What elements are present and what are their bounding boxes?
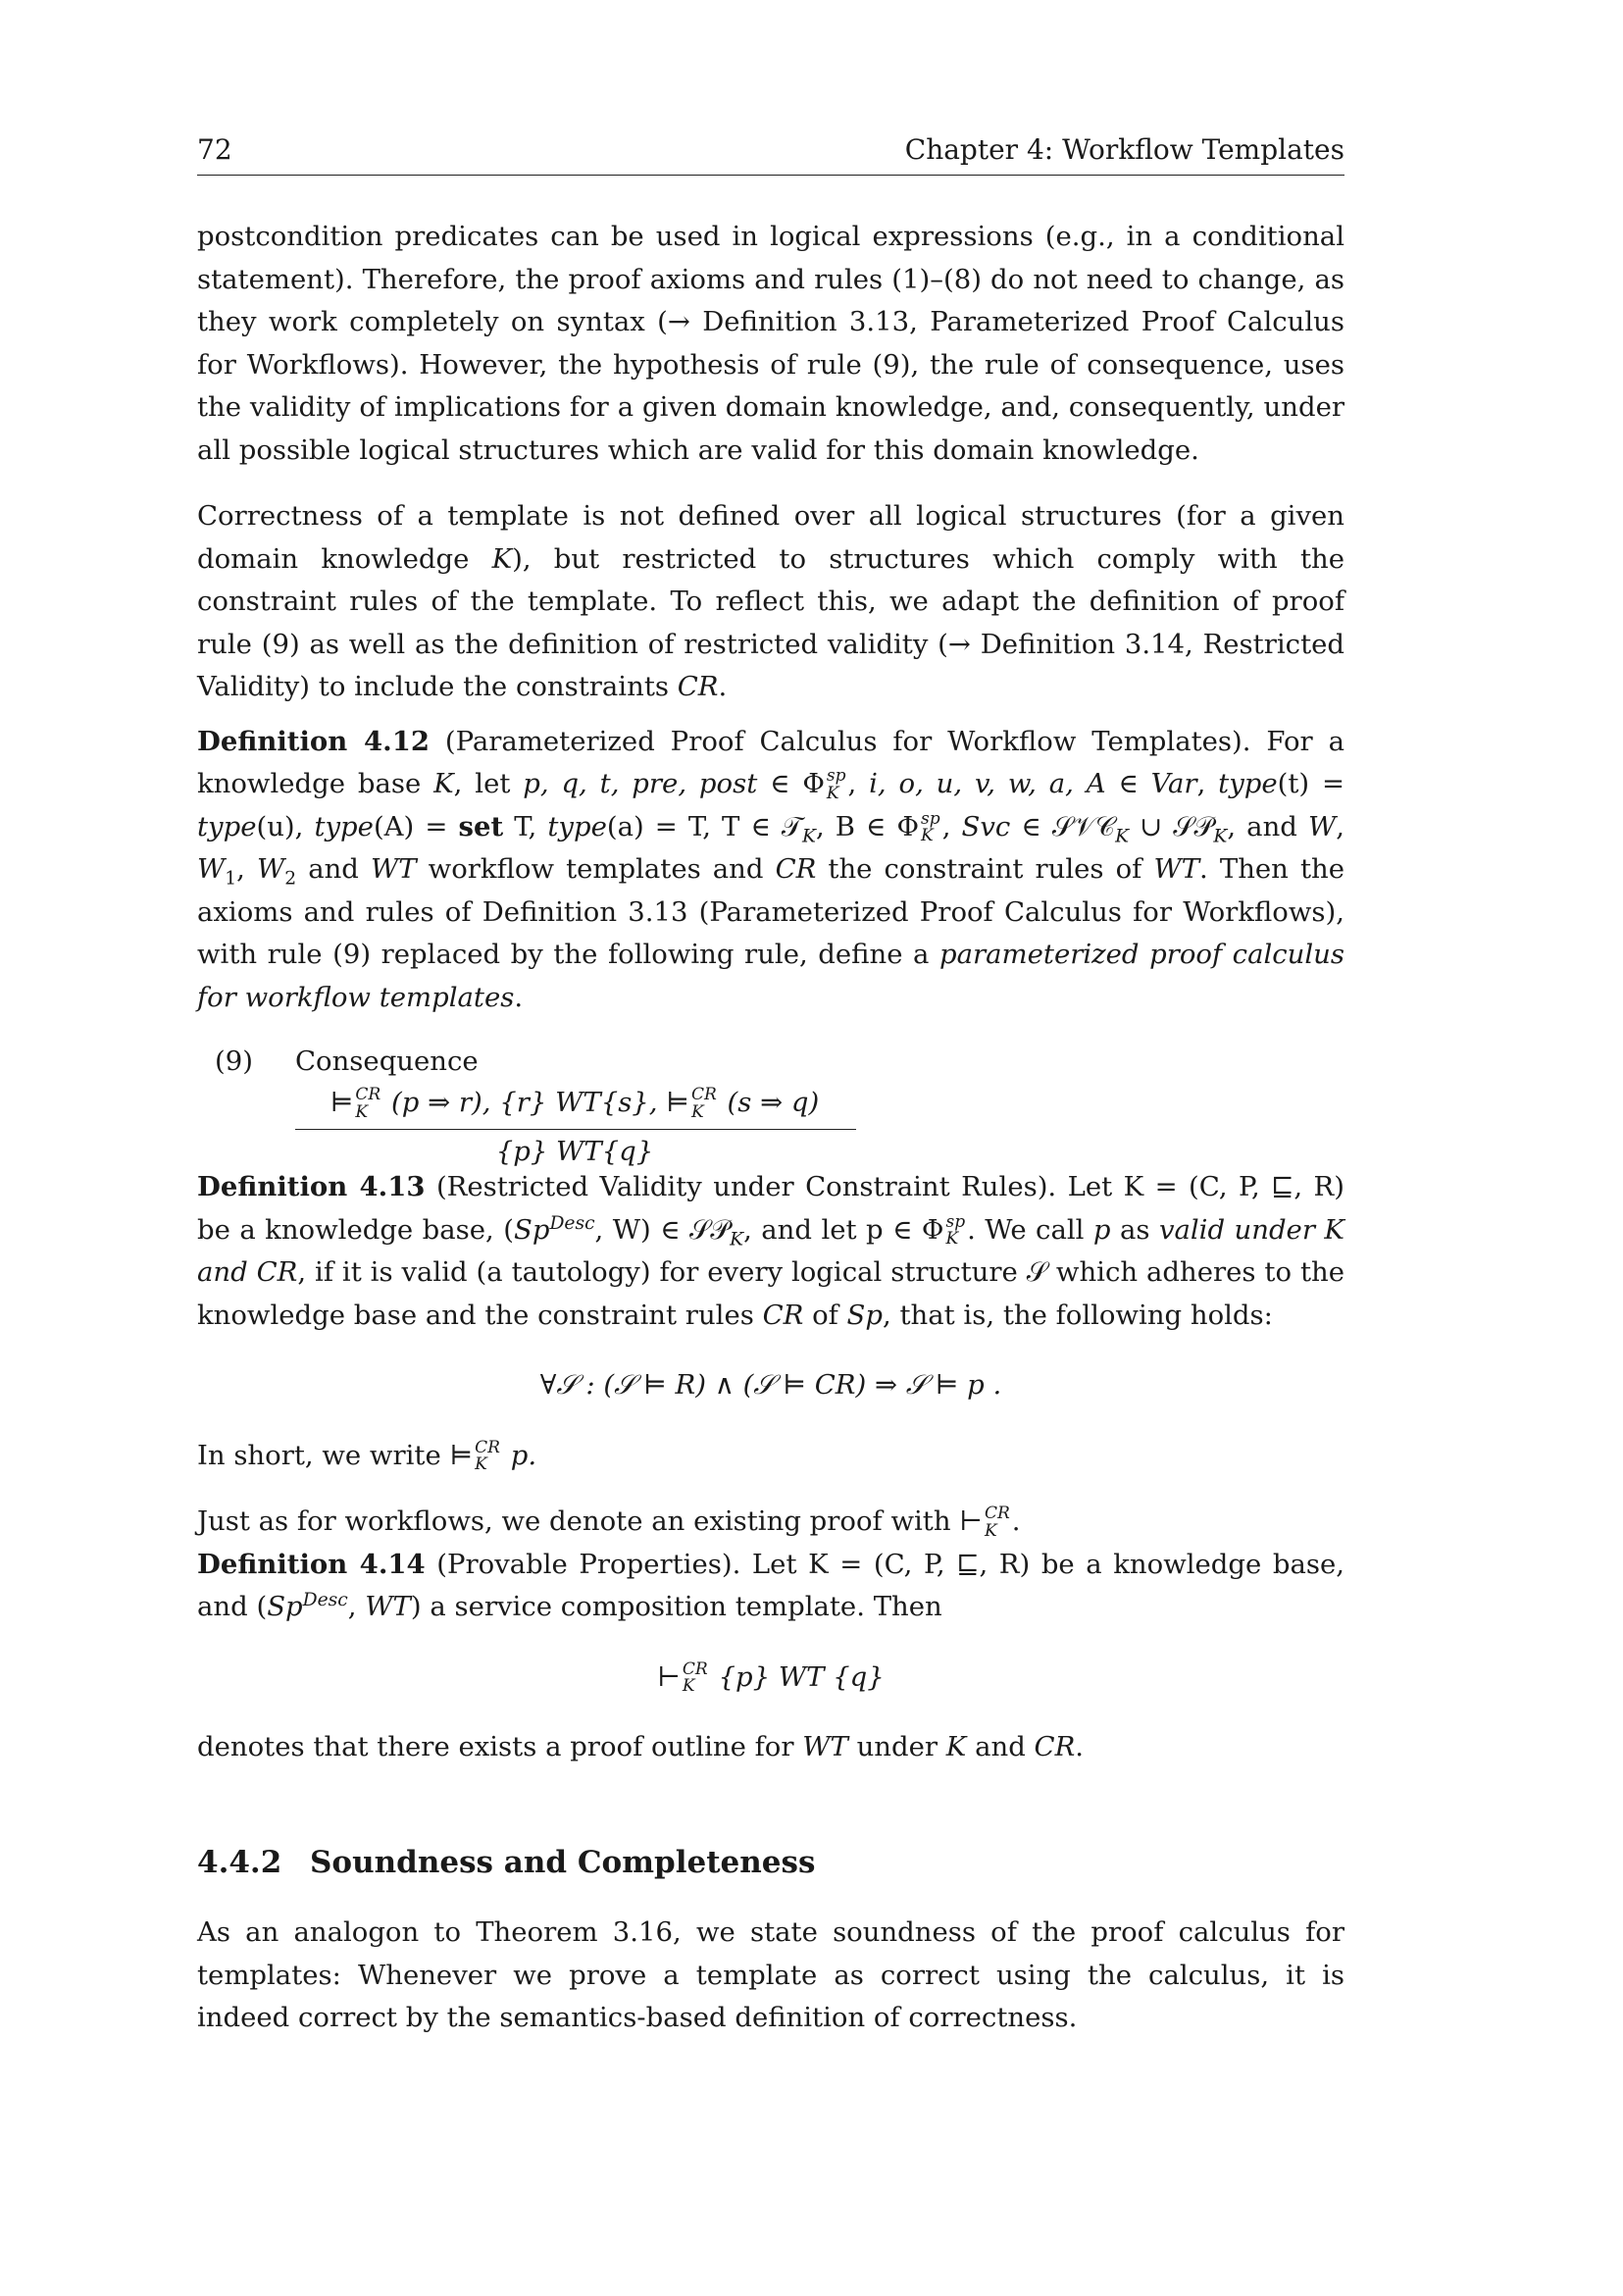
display-formula-validity: ∀𝒮 : (𝒮 ⊨ R) ∧ (𝒮 ⊨ CR) ⇒ 𝒮 ⊨ p . (539, 1369, 1002, 1401)
sub: K (355, 1101, 369, 1122)
text-run: of (803, 1299, 847, 1331)
paragraph-soundness: As an analogon to Theorem 3.16, we state soundness of the proof calculus for templates: Whenever we prove a template as correct using the calculus, it is indeed correct by the semantics-based definition of correctness. (197, 1916, 1344, 2033)
text-run: Let K = (C, P, ⊑, R) be a knowledge base, ( (197, 1171, 1344, 1246)
math-supsub (921, 808, 940, 845)
math: ⊨ (330, 1087, 354, 1118)
definition-label: Definition 4.14 (197, 1548, 426, 1580)
math: ∈ Φ (757, 768, 825, 799)
text-run: ∈ (1105, 768, 1151, 799)
math: (t) = (1277, 768, 1345, 799)
definition-label: Definition 4.13 (197, 1171, 426, 1202)
math: , and let p ∈ Φ (743, 1213, 944, 1246)
math: T, (503, 810, 548, 842)
math: {p} WT {q} (709, 1660, 885, 1693)
text-run: the constraint rules of (816, 853, 1154, 885)
rule-premise (295, 1082, 854, 1125)
sub: K (984, 1520, 997, 1541)
paragraph-in-short (197, 1435, 1344, 1478)
sup: Desc (302, 1589, 348, 1610)
paragraph-correctness (197, 495, 1344, 709)
rule-9-consequence (197, 1041, 1344, 1166)
rule-name: Consequence (295, 1046, 479, 1077)
math: i, o, u, v, w, a, A (869, 768, 1106, 799)
text-run: In short, we write ⊨ (197, 1439, 474, 1471)
math-supsub (682, 1658, 708, 1696)
sup: sp (945, 1211, 966, 1232)
math: WT (1153, 853, 1200, 885)
inference-line (295, 1129, 856, 1130)
definition-label: Definition 4.12 (197, 725, 430, 757)
sup: CR (682, 1658, 708, 1679)
math-supsub (827, 768, 846, 801)
section-title: Soundness and Completeness (310, 1844, 816, 1880)
text-run: ), but restricted to structures which comply with the constraint rules of the template. To reflect this, we adapt the definition of proof rule (9) as well as the definition of restricted validity (→ Definition 3.14, Restricted Validity) to include the constraints (197, 542, 1344, 702)
text-run: , let (453, 768, 524, 799)
math: W (256, 853, 285, 885)
definition-title: (Provable Properties). (436, 1548, 741, 1580)
text-run: , (236, 853, 257, 885)
text-run: denotes that there exists a proof outline for (197, 1731, 803, 1762)
math: p, q, t, pre, post (523, 768, 758, 799)
text-run: . (718, 671, 728, 702)
math: p (1092, 1213, 1111, 1246)
math-supsub (945, 1211, 966, 1249)
text-run: . Then the axioms and rules of Definition 3.13 (Parameterized Proof Calculus for Workflows), with rule (9) replaced by the following rule, define a (197, 853, 1345, 970)
text-run: Let K = (C, P, ⊑, R) be a knowledge base, and ( (197, 1548, 1344, 1622)
sub: 2 (284, 868, 297, 890)
math: W (1307, 810, 1337, 842)
sup: CR (984, 1504, 1010, 1524)
text-run: , (1196, 768, 1219, 799)
text-run: , (847, 768, 870, 799)
sub: K (1213, 826, 1228, 846)
text-run: , that is, the following holds: (883, 1299, 1273, 1331)
sup: Desc (549, 1212, 595, 1234)
math: type (197, 810, 257, 842)
sub: K (801, 826, 816, 846)
text-run: under (847, 1731, 946, 1762)
math-set: set (458, 810, 504, 842)
text-run: Just as for workflows, we denote an existing proof with ⊢ (197, 1505, 983, 1537)
text-run: . We call (967, 1213, 1093, 1246)
math-supsub (985, 1505, 1010, 1539)
math: type (314, 810, 374, 842)
paragraph-postcondition: postcondition predicates can be used in logical expressions (e.g., in a conditional statement). Therefore, the proof axioms and rules (1)–(8) do not need to change, as they work completely on syntax (→ Definition 3.13, Parameterized Proof Calculus for Workflows). However, the hypothesis of rule (9), the rule of consequence, uses the validity of implications for a given domain knowledge, and, consequently, under all possible logical structures which are valid for this domain knowledge. (197, 221, 1344, 466)
math: Var (1150, 768, 1197, 799)
defined-term: parameterized proof calculus for workflow templates (197, 939, 1344, 1013)
text-run: workflow templates and (416, 853, 776, 885)
definition-4-13 (197, 1166, 1344, 1337)
sub: K (690, 1101, 704, 1122)
math: type (547, 810, 607, 842)
text-run: , if it is valid (a tautology) for every logical structure 𝒮 which adheres to the knowledge base and the constraint rules (197, 1256, 1344, 1331)
math-cr: CR (677, 671, 719, 702)
sub: K (1115, 826, 1130, 846)
definition-title: (Parameterized Proof Calculus for Workflow Templates). (444, 725, 1251, 757)
math: Sp (267, 1591, 303, 1622)
sup: CR (355, 1085, 381, 1105)
text-run: , (941, 810, 962, 842)
math: Sp (513, 1213, 550, 1246)
math: WT (365, 1591, 411, 1622)
math: type (1218, 768, 1278, 799)
math: Svc (961, 810, 1011, 842)
math: WT (370, 853, 417, 885)
math: (u), (256, 810, 315, 842)
math: ∪ 𝒮𝒫 (1129, 810, 1214, 842)
sup: sp (826, 766, 846, 787)
math: CR (762, 1299, 804, 1331)
math: K (945, 1731, 967, 1762)
text-run: and (966, 1731, 1035, 1762)
rule-conclusion: {p} WT{q} (495, 1136, 654, 1167)
math: ∈ 𝒮𝒱𝒞 (1010, 810, 1116, 842)
math: ⊢ (657, 1660, 681, 1693)
math-supsub (691, 1087, 717, 1120)
sub: K (730, 1229, 744, 1250)
sub: K (682, 1676, 695, 1696)
sub: K (945, 1229, 959, 1249)
page-body (197, 216, 1344, 2040)
page-header (197, 133, 1344, 176)
section-heading (197, 1842, 1344, 1885)
sub: K (826, 783, 839, 803)
math: K (433, 768, 454, 799)
math: p. (501, 1439, 537, 1471)
math: W (197, 853, 226, 885)
display-formula-provable (197, 1657, 1344, 1700)
math: Sp (846, 1299, 883, 1331)
math: (s ⇒ q) (718, 1087, 820, 1118)
math: , W) ∈ 𝒮𝒫 (594, 1213, 731, 1246)
text-run: ) a service composition template. Then (410, 1591, 942, 1622)
paragraph-proof-outline (197, 1726, 1344, 1769)
paragraph-just-as (197, 1501, 1344, 1544)
math-supsub (355, 1087, 380, 1120)
sup: CR (475, 1437, 500, 1457)
math: (p ⇒ r), {r} WT{s}, ⊨ (382, 1087, 689, 1118)
text-run: , (1336, 810, 1344, 842)
definition-4-14 (197, 1544, 1344, 1629)
text-run: . (1011, 1505, 1021, 1537)
page-number: 72 (197, 133, 232, 166)
math-k: K (491, 542, 513, 575)
text-run: For a knowledge base (197, 725, 1344, 799)
text-run: . (1075, 1731, 1085, 1762)
definition-title: (Restricted Validity under Constraint Rules). (435, 1171, 1057, 1202)
math: WT (802, 1731, 848, 1762)
text-run: , (347, 1591, 366, 1622)
section-number: 4.4.2 (197, 1844, 282, 1880)
math: (a) = T, T ∈ 𝒯 (606, 810, 802, 842)
sup: sp (921, 808, 940, 829)
sub: K (475, 1454, 487, 1474)
math: CR (1034, 1731, 1076, 1762)
sub: K (921, 826, 934, 845)
text-run: . (514, 981, 524, 1013)
math: CR (775, 853, 817, 885)
text-run: as (1110, 1213, 1159, 1246)
running-title: Chapter 4: Workflow Templates (904, 133, 1344, 166)
sub: 1 (225, 868, 237, 890)
text-run: and (296, 853, 371, 885)
text-run: , and (1227, 810, 1308, 842)
definition-4-12 (197, 721, 1344, 1020)
math: , B ∈ Φ (815, 810, 920, 842)
rule-number: (9) (215, 1046, 253, 1077)
math: (A) = (373, 810, 459, 842)
math-supsub (475, 1437, 500, 1474)
sup: CR (690, 1085, 717, 1105)
text-run: Correctness of a template is not defined over all logical structures (for a given domain knowledge (197, 500, 1344, 575)
defined-term: valid under K and CR (197, 1213, 1344, 1288)
